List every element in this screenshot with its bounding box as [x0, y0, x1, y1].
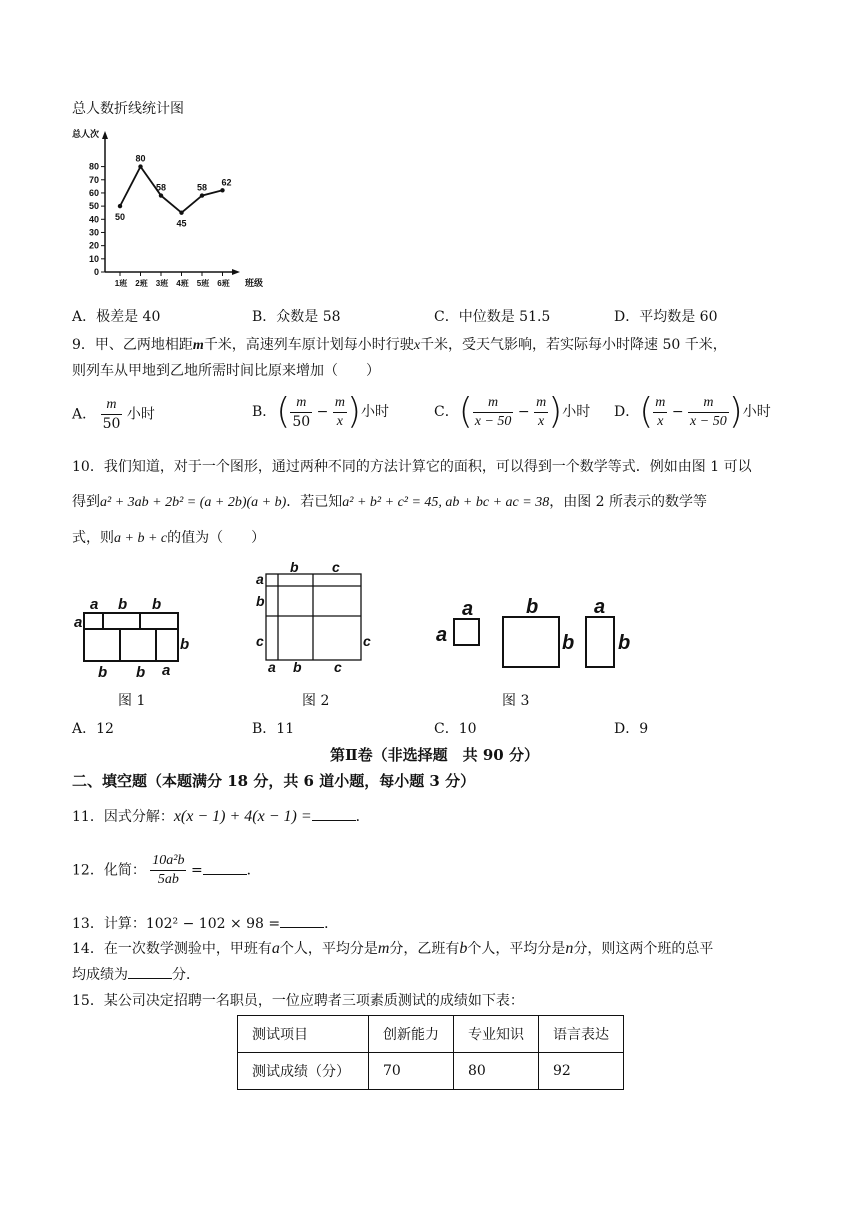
y-tick-label: 60: [88, 187, 99, 198]
data-point: [159, 193, 163, 197]
q13: 13．计算：102² − 102 × 98 = ．: [72, 913, 338, 933]
q8-option-c: C．中位数是 51.5: [434, 309, 551, 325]
y-tick-label: 20: [88, 240, 99, 251]
q13-blank[interactable]: [280, 913, 324, 928]
svg-text:b: b: [526, 596, 539, 618]
figure-3: [430, 595, 650, 675]
svg-text:a: a: [462, 598, 474, 620]
figure-2-caption: 图 2: [302, 693, 330, 709]
table-header-cell: 专业知识: [454, 1016, 539, 1053]
score-table: [237, 1015, 624, 1090]
svg-text:a: a: [90, 596, 99, 613]
svg-text:b: b: [136, 664, 146, 681]
section2-title: 二、填空题（本题满分 18 分，共 6 道小题，每小题 3 分）: [72, 772, 476, 790]
svg-text:b: b: [293, 659, 302, 675]
data-label: 58: [196, 182, 208, 193]
svg-text:c: c: [256, 633, 264, 649]
table-header-cell: 创新能力: [369, 1016, 454, 1053]
figure-1-caption: 图 1: [118, 693, 146, 709]
x-axis-arrow: [232, 269, 240, 275]
q9-option-a: A． $\frac{m}{50}$ 小时: [72, 397, 155, 432]
x-tick-label: 1班: [114, 279, 128, 288]
data-point: [138, 164, 142, 168]
q10-option-c: C．10: [434, 721, 477, 737]
svg-text:a: a: [268, 659, 276, 675]
table-cell: 测试成绩（分）: [238, 1053, 369, 1090]
svg-text:a: a: [256, 571, 264, 587]
q9-option-b: B．( $\frac{m}{50}$ − $\frac{m}{x}$ )小时: [252, 391, 389, 432]
table-cell: 92: [539, 1053, 624, 1090]
q8-option-b: B．众数是 58: [252, 309, 341, 325]
q9-line1: 9．甲、乙两地相距m千米，高速列车原计划每小时行驶x千米，受天气影响，若实际每小时降速 50 千米，: [72, 337, 727, 353]
table-row: [238, 1053, 624, 1090]
y-tick-label: 10: [88, 253, 99, 264]
svg-text:b: b: [290, 560, 299, 575]
q15-text: 15．某公司决定招聘一名职员，一位应聘者三项素质测试的成绩如下表：: [72, 993, 524, 1009]
q10-line2: 得到a² + 3ab + 2b² = (a + 2b)(a + b)．若已知a² + b² + c² = 45, ab + bc + ac = 38，由图 2 所表示的数学等: [72, 494, 708, 510]
table-cell: 80: [454, 1053, 539, 1090]
table-header-cell: 语言表达: [539, 1016, 624, 1053]
q8-option-a: A．极差是 40: [72, 309, 161, 325]
q10-option-a: A．12: [72, 721, 114, 737]
y-tick-label: 40: [88, 214, 99, 225]
svg-text:b: b: [98, 664, 108, 681]
svg-text:a: a: [162, 662, 171, 679]
svg-text:c: c: [334, 659, 342, 675]
q12: 12．化简： $\frac{\text{10a²b}}{5ab}$ = ．: [72, 853, 261, 887]
y-axis-label: 总人次: [72, 129, 100, 139]
data-point: [220, 188, 224, 192]
series-line: [120, 167, 223, 213]
line-chart: [60, 125, 280, 295]
data-point: [179, 211, 183, 215]
q14-blank[interactable]: [128, 964, 172, 979]
figure-1: [70, 595, 200, 685]
q9-option-d: D．( $\frac{m}{x}$ − $\frac{m}{x - 50}$ )小时: [614, 391, 771, 432]
table-header-cell: 测试项目: [238, 1016, 369, 1053]
q10-line1: 10．我们知道，对于一个图形，通过两种不同的方法计算它的面积，可以得到一个数学等式．例如由图 1 可以: [72, 459, 752, 475]
svg-text:c: c: [332, 560, 340, 575]
data-label: 80: [135, 153, 146, 164]
svg-text:b: b: [562, 632, 575, 654]
part2-title: 第Ⅱ卷（非选择题 共 90 分）: [330, 746, 539, 764]
data-label: 58: [155, 182, 167, 193]
svg-text:b: b: [152, 596, 162, 613]
svg-text:c: c: [363, 633, 371, 649]
q10-line3: 式，则a + b + c的值为（ ）: [72, 530, 266, 546]
q11-blank[interactable]: [312, 806, 356, 821]
x-tick-label: 3班: [155, 279, 169, 288]
svg-text:a: a: [74, 614, 83, 631]
x-tick-label: 2班: [135, 279, 148, 288]
data-label: 50: [114, 212, 126, 223]
figure-3-caption: 图 3: [502, 693, 530, 709]
x-axis-label: 班级: [244, 278, 264, 288]
data-point: [200, 193, 204, 197]
data-label: 62: [221, 177, 232, 188]
svg-text:a: a: [436, 624, 448, 646]
table-cell: 70: [369, 1053, 454, 1090]
svg-text:b: b: [180, 636, 190, 653]
q10-option-d: D．9: [614, 721, 649, 737]
q8-option-d: D．平均数是 60: [614, 309, 718, 325]
q10-option-b: B．11: [252, 721, 295, 737]
x-tick-label: 6班: [217, 279, 230, 288]
q9-option-c: C．( $\frac{m}{x - 50}$ − $\frac{m}{x}$ )小时: [434, 391, 591, 432]
q9-line2: 则列车从甲地到乙地所需时间比原来增加（ ）: [72, 363, 380, 379]
svg-text:b: b: [618, 632, 631, 654]
x-tick-label: 5班: [196, 279, 210, 288]
figure-2: [250, 560, 380, 675]
q11: 11．因式分解：x(x − 1) + 4(x − 1) = ．: [72, 808, 370, 825]
y-tick-label: 30: [88, 227, 99, 238]
y-tick-label: 70: [88, 174, 99, 185]
y-axis-arrow: [102, 131, 108, 139]
x-tick-label: 4班: [176, 279, 189, 288]
chart-title: 总人数折线统计图: [72, 101, 184, 117]
svg-text:a: a: [594, 596, 606, 618]
y-tick-label: 80: [88, 161, 99, 172]
data-label: 45: [176, 218, 187, 229]
y-tick-label: 0: [93, 267, 99, 277]
table-header-row: [238, 1016, 624, 1053]
q12-blank[interactable]: [203, 860, 247, 875]
svg-text:b: b: [118, 596, 128, 613]
data-point: [118, 204, 122, 208]
y-tick-label: 50: [88, 201, 99, 212]
q14-line2: 均成绩为 分．: [72, 964, 200, 984]
q14-line1: 14．在一次数学测验中，甲班有a个人，平均分是m分，乙班有b个人，平均分是n分，则这两个班的总平: [72, 940, 714, 957]
svg-text:b: b: [256, 593, 265, 609]
